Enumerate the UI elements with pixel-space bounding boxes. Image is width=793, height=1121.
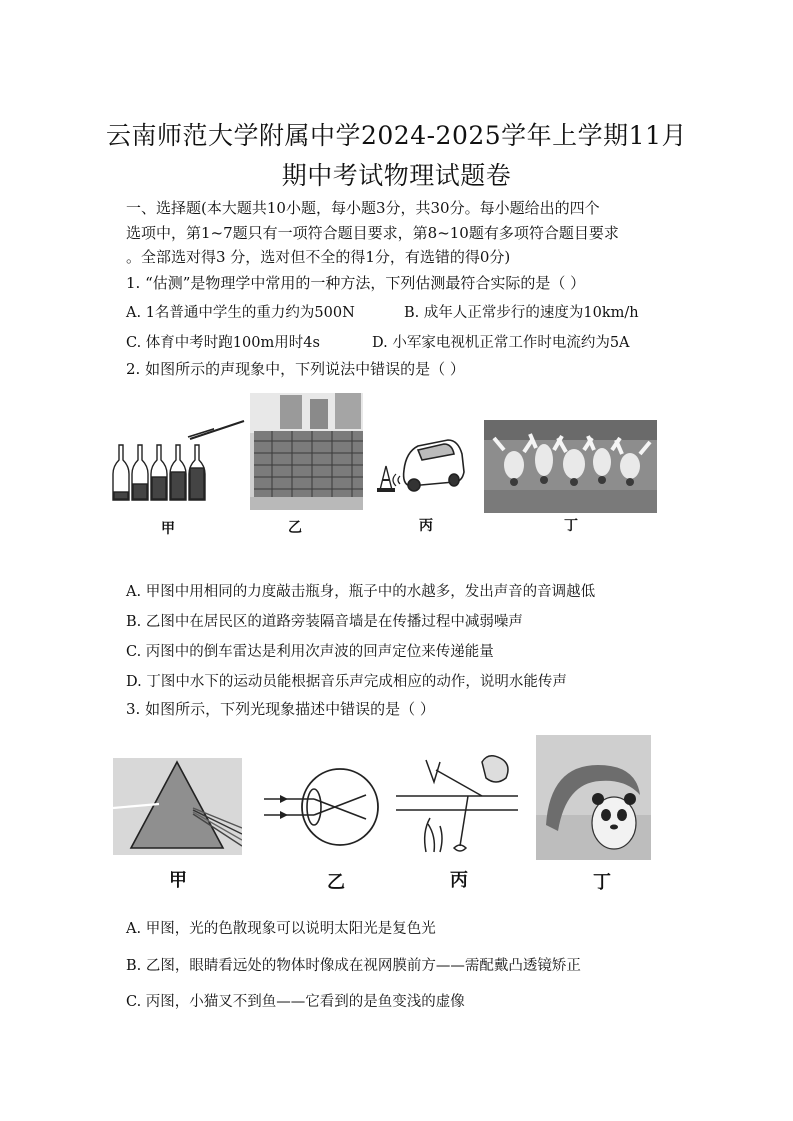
bottle-4 [170,445,186,500]
question-1-option-c: C. 体育中考时跑100m用时4s [126,335,320,351]
figure-caption-yi-q2: 乙 [288,520,302,536]
figure-caption-ding-q3: 丁 [593,872,611,893]
question-2-stem: 2. 如图所示的声现象中，下列说法中错误的是（ ） [126,360,465,378]
figure-caption-yi-q3: 乙 [327,872,345,893]
question-3-option-c: C. 丙图，小猫叉不到鱼——它看到的是鱼变浅的虚像 [126,994,465,1010]
car-icon [404,440,464,491]
figure-caption-ding-q2: 丁 [564,518,578,534]
question-3-option-a: A. 甲图，光的色散现象可以说明太阳光是复色光 [126,921,436,937]
exam-title-line1: 云南师范大学附属中学2024-2025学年上学期11月 [105,121,687,150]
question-2-option-d: D. 丁图中水下的运动员能根据音乐声完成相应的动作，说明水能传声 [126,674,567,690]
reversing-car-figure [374,430,466,494]
bottle-3 [151,445,167,500]
bottle-5 [189,445,205,500]
figure-caption-bing-q2: 丙 [419,518,433,534]
question-3-option-b: B. 乙图，眼睛看远处的物体时像成在视网膜前方——需配戴凸透镜矫正 [126,958,581,974]
traffic-cone-icon [377,466,395,492]
figure-caption-bing-q3: 丙 [450,870,468,891]
panda-mascot-photo [536,735,651,860]
exam-title-line2: 期中考试物理试题卷 [281,161,512,190]
section-instructions-line3: 。全部选对得3 分，选对但不全的得1分，有选错的得0分) [126,248,511,266]
striker-stick [188,413,248,443]
section-instructions-line2: 选项中，第1~7题只有一项符合题目要求，第8~10题有多项符合题目要求 [126,224,619,242]
underwater-swimmers-photo [484,420,657,513]
panda-icon [592,793,636,849]
sound-wave-icon [393,474,400,486]
question-2-option-b: B. 乙图中在居民区的道路旁装隔音墙是在传播过程中减弱噪声 [126,614,523,630]
figure-caption-jia-q2: 甲 [161,521,175,537]
cat-fishing-figure [396,752,518,858]
eye-diagram-figure [262,765,380,851]
question-1-option-a: A. 1名普通中学生的重力约为500N [126,305,355,321]
section-instructions-line1: 一、选择题(本大题共10小题，每小题3分，共30分。每小题给出的四个 [126,199,600,217]
question-1-stem: 1. “估测”是物理学中常用的一种方法，下列估测最符合实际的是（ ） [126,274,586,292]
sound-barrier-photo [250,393,363,510]
prism-dispersion-figure [113,758,242,855]
bottle-1 [113,445,129,500]
figure-caption-jia-q3: 甲 [169,870,187,891]
arrow-icon [280,795,288,819]
question-1-option-b: B. 成年人正常步行的速度为10km/h [404,305,639,321]
question-3-stem: 3. 如图所示，下列光现象描述中错误的是（ ） [126,700,435,718]
question-2-option-c: C. 丙图中的倒车雷达是利用次声波的回声定位来传递能量 [126,644,494,660]
question-2-option-a: A. 甲图中用相同的力度敲击瓶身，瓶子中的水越多，发出声音的音调越低 [126,584,596,600]
bottle-2 [132,445,148,500]
question-1-option-d: D. 小军家电视机正常工作时电流约为5A [372,335,630,351]
